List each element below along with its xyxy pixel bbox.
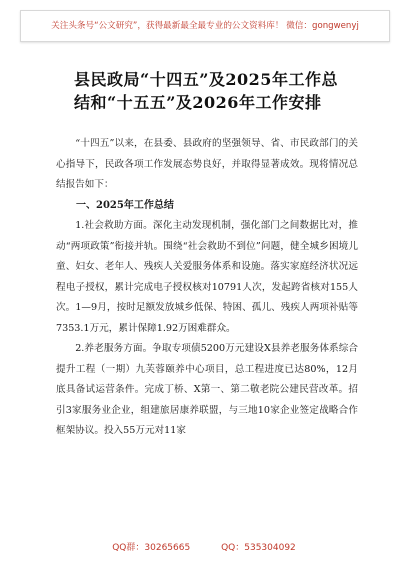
footer — [0, 540, 408, 556]
footer-qq: QQ：535304092 — [221, 543, 296, 553]
title-line-1: 县民政局“十四五”及2025年工作总 — [74, 70, 338, 89]
title-line-2: 结和“十五五”及2026年工作安排 — [74, 93, 322, 112]
footer-qq-group: QQ群：30265665 — [112, 543, 191, 553]
document-body — [56, 68, 358, 442]
section-heading: 一、2025年工作总结 — [76, 199, 174, 211]
document-title — [56, 68, 358, 114]
header-banner — [20, 10, 390, 42]
banner-text: 关注头条号“公文研究”，获得最新最全最专业的公文资料库！ 微信：gongwenyj — [51, 21, 359, 31]
paragraph-elderly-care: 2.养老服务方面。争取专项债5200万元建设X县养老服务体系综合提升工程（一期）九芙蓉颐养中心项目，总工程进度已达80%，12月底具备试运营条件。完成丁桥、X第一、第二敬老院公建民营改革。招引3家服务业企业，组建旅居康养联盟，与三地10家企业签定战略合作框架协议。投入55万元对11家 — [56, 343, 358, 436]
intro-paragraph: “十四五”以来，在县委、县政府的坚强领导、省、市民政部门的关心指导下，民政各项工作发展态势良好，并取得显著成效。现将情况总结报告如下： — [56, 138, 358, 190]
paragraph-social-assistance: 1.社会救助方面。深化主动发现机制，强化部门之间数据比对，推动“两项政策”衔接并轨。围绕“社会救助不到位”问题，健全城乡困境儿童、妇女、老年人、残疾人关爱服务体系和设施。落实家庭经济状况远程电子授权，累计完成电子授权核对10791人次，发起跨省核对155人次。1—9月，按时足额发放城乡低保、特困、孤儿、残疾人两项补贴等7353.1万元，累计保障1.92万困难群众。 — [56, 220, 358, 334]
